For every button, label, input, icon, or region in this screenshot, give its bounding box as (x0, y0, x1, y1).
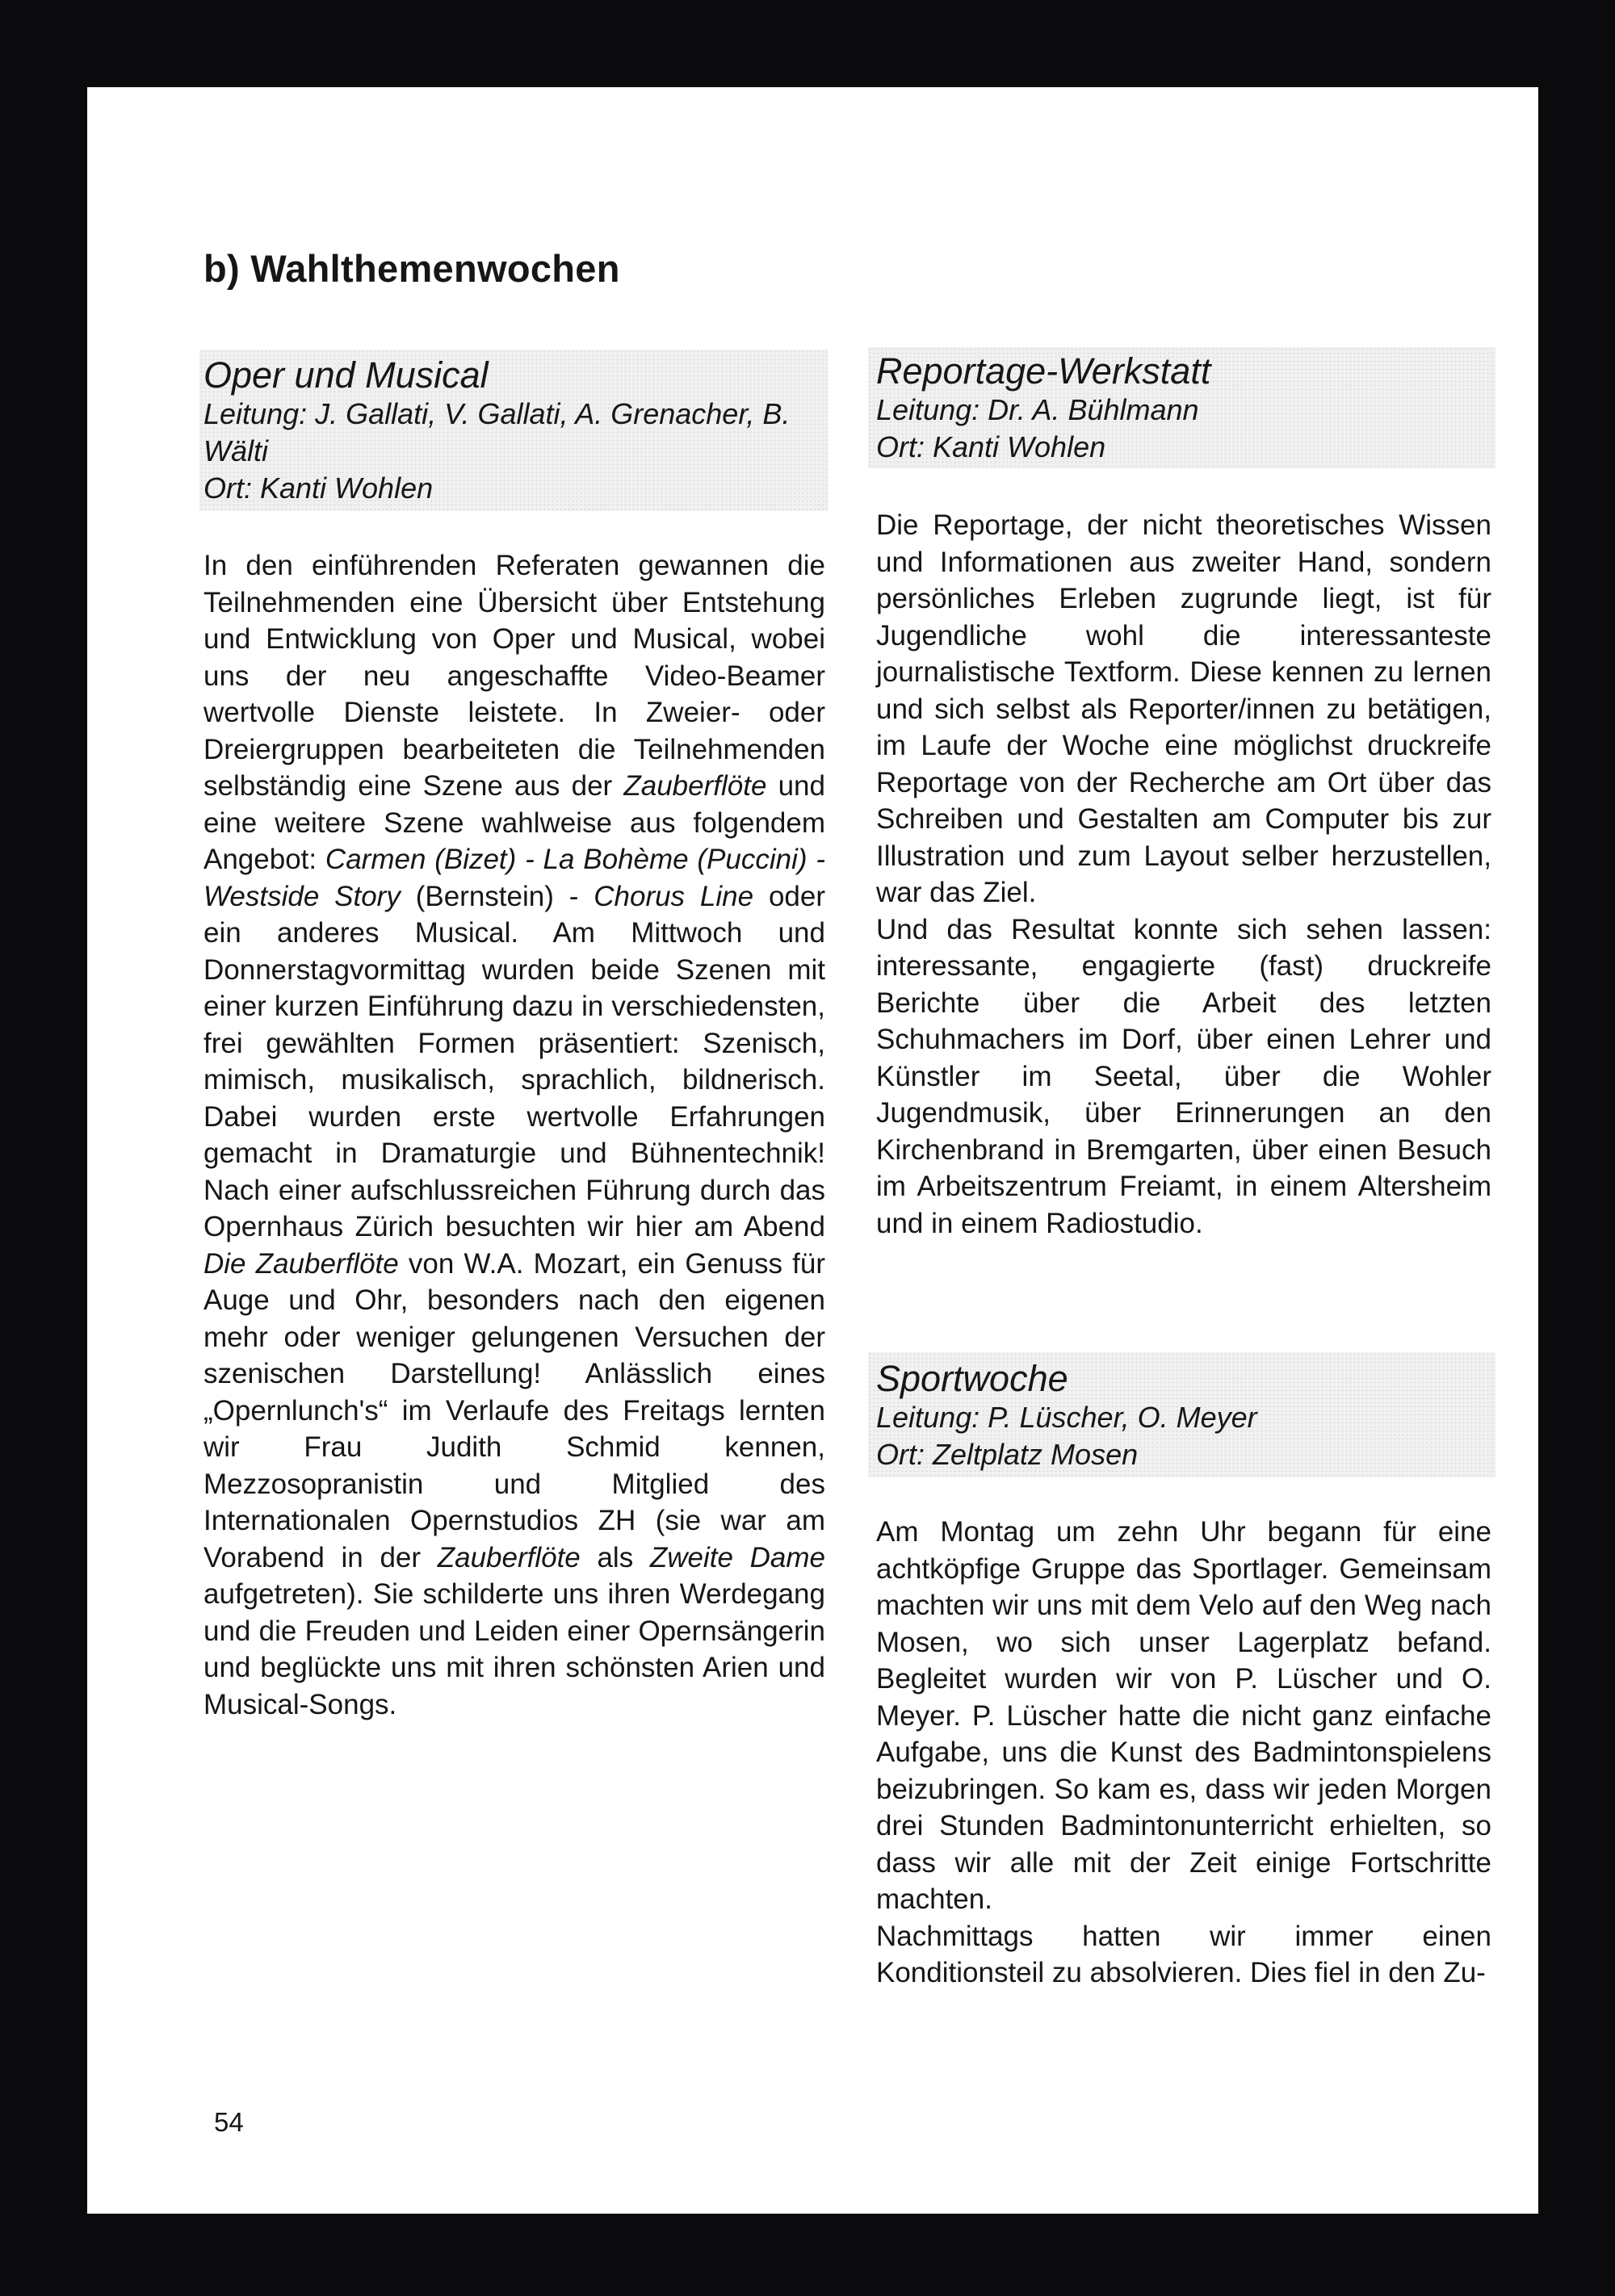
body-paragraph: Nachmittags hatten wir immer einen Konditionsteil zu absolvieren. Dies fiel in den Zu- (876, 1920, 1491, 1988)
section-body-sportwoche (876, 1514, 1491, 1992)
section-leitung: Leitung: J. Gallati, V. Gallati, A. Grenacher, B. Wälti (203, 397, 791, 467)
section-body-oper (203, 547, 825, 1723)
section-header-reportage (876, 351, 1491, 466)
section-header-sportwoche (876, 1359, 1491, 1473)
section-ort: Ort: Zeltplatz Mosen (876, 1438, 1139, 1471)
page-heading: b) Wahlthemenwochen (203, 247, 620, 290)
section-header-oper (203, 355, 825, 507)
section-ort: Ort: Kanti Wohlen (876, 430, 1106, 463)
body-paragraph: In den einführenden Referaten gewannen die Teilnehmenden eine Übersicht über Entstehung und Entwicklung von Oper und Musical, wobei uns der neu angeschaffte Video-Beamer wertvolle Dienste leistete. In Zweier- oder Dreiergruppen bearbeiteten die Teilnehmenden selbständig eine Szene aus der Zauberflöte und eine weitere Szene wahlweise aus folgendem Angebot: Carmen (Bizet) - La Bohème (Puccini) - Westside Story (Bernstein) - Chorus Line oder ein anderes Musical. Am Mittwoch und Donnerstagvormittag wurden beide Szenen mit einer kurzen Einführung dazu in verschiedensten, frei gewählten Formen präsentiert: Szenisch, mimisch, musikalisch, sprachlich, bildnerisch. Dabei wurden erste wertvolle Erfahrungen gemacht in Dramaturgie und Bühnentechnik! Nach einer aufschlussreichen Führung durch das Opernhaus Zürich besuchten wir hier am Abend Die Zauberflöte von W.A. Mozart, ein Genuss für Auge und Ohr, besonders nach den eigenen mehr oder weniger gelungenen Versuchen der szenischen Darstellung! Anlässlich eines „Opernlunch's“ im Verlaufe des Freitags lernten wir Frau Judith Schmid kennen, Mezzosopranistin und Mitglied des Internationalen Opernstudios ZH (sie war am Vorabend in der Zauberflöte als Zweite Dame aufgetreten). Sie schilderte uns ihren Werdegang und die Freuden und Leiden einer Opernsängerin und beglückte uns mit ihren schönsten Arien und Musical-Songs. (203, 550, 825, 1720)
body-paragraph: Und das Resultat konnte sich sehen lassen: interessante, engagierte (fast) druckreife Berichte über die Arbeit des letzten Schuhmachers im Dorf, über einen Lehrer und Künstler im Seetal, über die Wohler Jugendmusik, über Erinnerungen an den Kirchenbrand in Bremgarten, über einen Besuch im Arbeitszentrum Freiamt, in einem Altersheim und in einem Radiostudio. (876, 913, 1491, 1239)
section-title: Oper und Musical (203, 354, 489, 396)
section-title: Reportage-Werkstatt (876, 350, 1211, 392)
section-leitung: Leitung: P. Lüscher, O. Meyer (876, 1401, 1257, 1434)
section-ort: Ort: Kanti Wohlen (203, 471, 434, 505)
body-paragraph: Am Montag um zehn Uhr begann für eine achtköpfige Gruppe das Sportlager. Gemeinsam machten wir uns mit dem Velo auf den Weg nach Mosen, wo sich unser Lagerplatz befand. Begleitet wurden wir von P. Lüscher und O. Meyer. P. Lüscher hatte die nicht ganz einfache Aufgabe, uns die Kunst des Badmintonspielens beizubringen. So kam es, dass wir jeden Morgen drei Stunden Badmintonunterricht erhielten, so dass wir alle mit der Zeit einige Fortschritte machten. (876, 1516, 1491, 1915)
section-title: Sportwoche (876, 1358, 1068, 1399)
section-leitung: Leitung: Dr. A. Bühlmann (876, 393, 1199, 426)
section-body-reportage (876, 507, 1491, 1242)
page-number: 54 (214, 2107, 244, 2137)
body-paragraph: Die Reportage, der nicht theoretisches Wissen und Informationen aus zweiter Hand, sondern persönliches Erleben zugrunde liegt, ist für Jugendliche wohl die interessanteste journalistische Textform. Diese kennen zu lernen und sich selbst als Reporter/innen zu betätigen, im Laufe der Woche eine möglichst druckreife Reportage von der Recherche am Ort über das Schreiben und Gestalten am Computer bis zur Illustration und zum Layout selber herzustellen, war das Ziel. (876, 509, 1491, 908)
